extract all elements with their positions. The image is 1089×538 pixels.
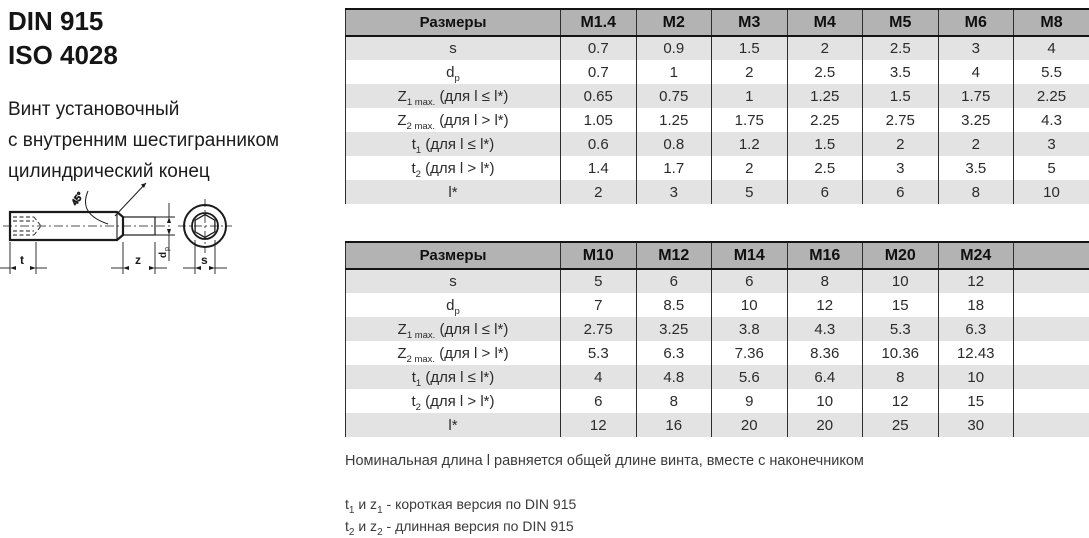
column-header-m20: M20 [863,242,939,269]
table-row [346,341,1089,365]
cell-value: 3.5 [938,156,1014,180]
column-header-m4: M4 [787,9,863,36]
row-label: $Z_{2 max.}$ (для l > l*) [346,341,561,365]
cell-value: 4.8 [636,365,712,389]
cell-value: 3 [863,156,939,180]
note-version-line: $t_2$ и $z_2$ - длинная версия по DIN 915 [345,515,1089,537]
dimensions-table-m10-m24 [345,241,1089,437]
cell-value [1014,269,1089,293]
cell-value: 6.4 [787,365,863,389]
column-header-m12: M12 [636,242,712,269]
cell-value: 2 [712,156,788,180]
cell-value: 8.5 [636,293,712,317]
table-row [346,413,1089,437]
note-versions [345,493,1089,537]
cell-value: 5.5 [1014,60,1089,84]
side-view [3,212,170,240]
cell-value: 9 [712,389,788,413]
cell-value: 2 [712,60,788,84]
cell-value: 3.25 [938,108,1014,132]
cell-value: 5 [712,180,788,204]
cell-value: 8 [787,269,863,293]
cell-value: 5 [561,269,637,293]
cell-value: 15 [938,389,1014,413]
column-header-m6: M6 [938,9,1014,36]
cell-value: 1.75 [938,84,1014,108]
cell-value [1014,389,1089,413]
product-description [8,94,343,187]
cell-value: 10 [712,293,788,317]
technical-drawing [0,178,245,290]
column-header-m14: M14 [712,242,788,269]
cell-value: 8 [636,389,712,413]
column-header-m2: M2 [636,9,712,36]
column-header-empty [1014,242,1089,269]
column-header-m8: M8 [1014,9,1089,36]
cell-value: 12 [561,413,637,437]
table-row [346,269,1089,293]
cell-value [1014,293,1089,317]
dimension-dp [155,203,175,261]
header-row [346,9,1089,36]
cell-value: 1.75 [712,108,788,132]
cell-value: 10 [787,389,863,413]
cell-value: 12.43 [938,341,1014,365]
cell-value: 7 [561,293,637,317]
cell-value: 1.4 [561,156,637,180]
row-label: s [346,269,561,293]
table-row [346,132,1089,156]
column-header-m1.4: M1.4 [561,9,637,36]
cell-value: 6 [561,389,637,413]
angle-label: 45° [69,190,85,207]
cell-value: 1.7 [636,156,712,180]
cell-value: 1.05 [561,108,637,132]
table-row [346,317,1089,341]
cell-value: 2.5 [787,60,863,84]
table-row [346,60,1089,84]
note-nominal-length: Номинальная длина l равняется общей длине винта, вместе с наконечником [345,453,1089,469]
table-row [346,389,1089,413]
left-column [8,4,343,187]
description-line: Винт установочный [8,94,343,125]
cell-value: 6.3 [938,317,1014,341]
column-header-m24: M24 [938,242,1014,269]
cell-value: 3.5 [863,60,939,84]
cell-value [1014,341,1089,365]
cell-value: 1 [636,60,712,84]
cell-value: 0.8 [636,132,712,156]
cell-value: 3 [938,36,1014,60]
cell-value: 4 [1014,36,1089,60]
cell-value: 3.25 [636,317,712,341]
cell-value: 5 [1014,156,1089,180]
cell-value: 2.75 [863,108,939,132]
table-row [346,293,1089,317]
table-row [346,36,1089,60]
cell-value: 0.7 [561,60,637,84]
cell-value: 0.75 [636,84,712,108]
cell-value [1014,365,1089,389]
footnotes [345,453,1089,537]
table-row [346,108,1089,132]
standard-iso-title: ISO 4028 [8,38,343,72]
cell-value: 12 [938,269,1014,293]
cell-value: 2.25 [1014,84,1089,108]
cell-value: 10 [1014,180,1089,204]
cell-value: 20 [787,413,863,437]
cell-value: 10 [938,365,1014,389]
cell-value: 6.3 [636,341,712,365]
size-column-title: Размеры [346,242,561,269]
row-label: l* [346,413,561,437]
cell-value: 18 [938,293,1014,317]
column-header-m16: M16 [787,242,863,269]
description-line: с внутренним шестигранником [8,125,343,156]
cell-value: 4 [938,60,1014,84]
table-row [346,180,1089,204]
row-label: l* [346,180,561,204]
column-header-m3: M3 [712,9,788,36]
tables-column [345,8,1089,537]
cell-value: 10 [863,269,939,293]
row-label: $t_2$ (для l > l*) [346,389,561,413]
cell-value: 20 [712,413,788,437]
dimension-s [183,240,227,274]
cell-value: 5.6 [712,365,788,389]
row-label: $t_1$ (для l ≤ l*) [346,132,561,156]
cell-value: 1.5 [787,132,863,156]
cell-value: 0.6 [561,132,637,156]
end-view [178,199,232,253]
cell-value: 1.2 [712,132,788,156]
cell-value: 2.5 [787,156,863,180]
screw-drawing-svg [0,178,245,290]
cell-value: 12 [863,389,939,413]
cell-value: 2 [938,132,1014,156]
cell-value: 7.36 [712,341,788,365]
cell-value: 3.8 [712,317,788,341]
cell-value [1014,413,1089,437]
cell-value: 6 [712,269,788,293]
standard-din-title: DIN 915 [8,4,343,38]
t-label: t [20,253,24,267]
cell-value: 2 [863,132,939,156]
cell-value: 25 [863,413,939,437]
s-label: s [201,253,208,267]
row-label: $Z_{1 max.}$ (для l ≤ l*) [346,317,561,341]
cell-value: 12 [787,293,863,317]
dp-label-base: d [158,252,169,258]
cell-value: 0.7 [561,36,637,60]
cell-value: 4 [561,365,637,389]
dimension-t [0,242,47,274]
dp-label-sub: p [164,247,171,251]
table-row [346,156,1089,180]
row-label: $d_p$ [346,293,561,317]
cell-value: 3 [636,180,712,204]
column-header-m5: M5 [863,9,939,36]
row-label: $Z_{1 max.}$ (для l ≤ l*) [346,84,561,108]
row-label: $t_2$ (для l > l*) [346,156,561,180]
table-row [346,84,1089,108]
row-label: $d_p$ [346,60,561,84]
description-line: цилиндрический конец [8,156,343,187]
header-row [346,242,1089,269]
cell-value: 2 [561,180,637,204]
cell-value: 8 [863,365,939,389]
cell-value: 3 [1014,132,1089,156]
z-label: z [135,253,141,267]
cell-value: 4.3 [1014,108,1089,132]
cell-value: 1.25 [636,108,712,132]
cell-value: 6 [636,269,712,293]
angle-annotation [69,183,146,224]
size-column-title: Размеры [346,9,561,36]
cell-value: 8.36 [787,341,863,365]
table-row [346,365,1089,389]
cell-value: 2 [787,36,863,60]
note-version-line: $t_1$ и $z_1$ - короткая версия по DIN 915 [345,493,1089,515]
cell-value: 1.5 [712,36,788,60]
cell-value: 0.9 [636,36,712,60]
cell-value [1014,317,1089,341]
cell-value: 1.5 [863,84,939,108]
cell-value: 2.75 [561,317,637,341]
cell-value: 2.5 [863,36,939,60]
cell-value: 2.25 [787,108,863,132]
cell-value: 15 [863,293,939,317]
row-label: s [346,36,561,60]
cell-value: 5.3 [863,317,939,341]
cell-value: 0.65 [561,84,637,108]
cell-value: 8 [938,180,1014,204]
cell-value: 6 [863,180,939,204]
cell-value: 1.25 [787,84,863,108]
cell-value: 4.3 [787,317,863,341]
cell-value: 5.3 [561,341,637,365]
dimensions-table-m1.4-m8 [345,8,1089,204]
cell-value: 16 [636,413,712,437]
cell-value: 6 [787,180,863,204]
row-label: $Z_{2 max.}$ (для l > l*) [346,108,561,132]
column-header-m10: M10 [561,242,637,269]
cell-value: 30 [938,413,1014,437]
row-label: $t_1$ (для l ≤ l*) [346,365,561,389]
cell-value: 1 [712,84,788,108]
cell-value: 10.36 [863,341,939,365]
